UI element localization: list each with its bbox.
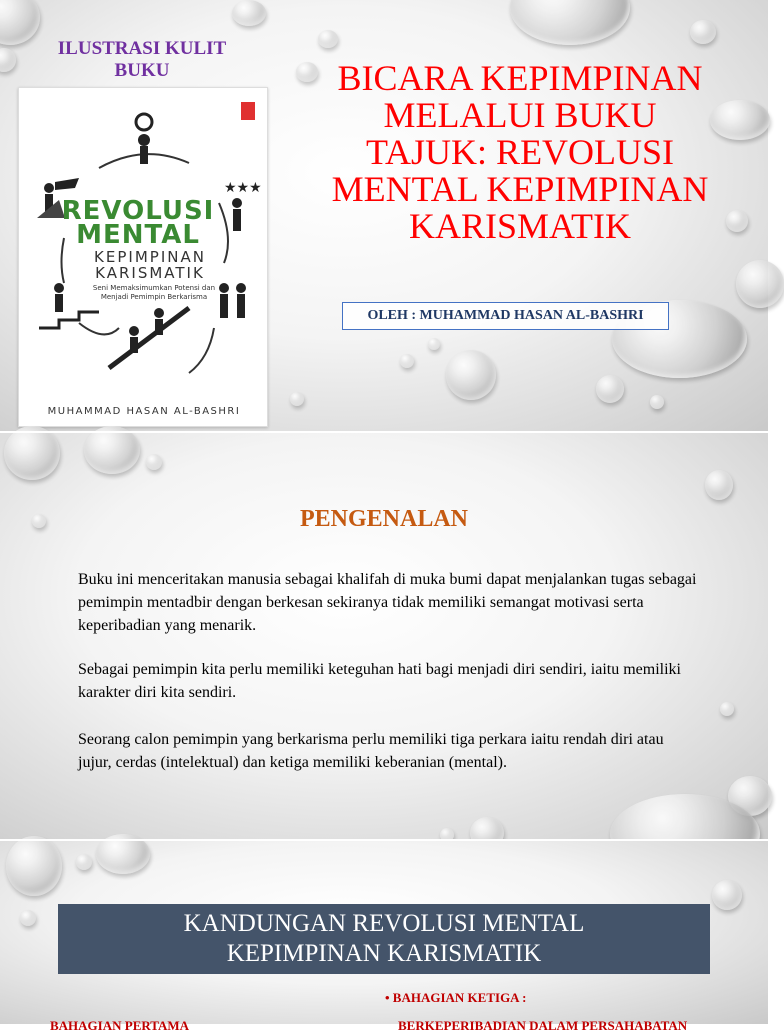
section-item: BERKEPERIBADIAN DALAM PERSAHABATAN [398,1018,688,1033]
water-drop [146,454,162,470]
section-item: • BAHAGIAN KETIGA : [385,990,527,1005]
cover-label-line: ILUSTRASI KULIT [57,38,227,59]
water-drop [400,354,414,368]
figure-head-icon [154,308,164,318]
water-drop [510,0,630,45]
water-drop [232,0,266,26]
paragraph: Seorang calon pemimpin yang berkarisma perlu memiliki tiga perkara iaitu rendah diri atau jujur, cerdas (intelektual) dan ketiga memiliki keberanian (mental). [78,731,664,771]
water-drop [20,910,36,926]
figure-body-icon [155,319,163,335]
figure-head-icon [129,326,139,336]
author-box: OLEH : MUHAMMAD HASAN AL-BASHRI [342,302,669,330]
water-drop [290,392,304,406]
water-drop [736,260,784,308]
water-drop [712,880,742,910]
figure-head-icon [236,283,246,293]
figure-body-icon [55,294,63,312]
book-tagline-line: Seni Memaksimumkan Potensi dan [92,284,216,292]
cover-illustration-label [22,38,262,82]
water-drop [428,338,440,350]
book-tagline-line: Menjadi Pemimpin Berkarisma [100,293,208,301]
flag-icon [55,178,79,190]
title-line: TAJUK: REVOLUSI [365,132,675,172]
figure-body-icon [237,294,245,318]
book-title-line: MENTAL [76,220,200,250]
stairs-icon [39,312,99,328]
section-item: BAHAGIAN PERTAMA [50,1018,190,1033]
water-drop [720,702,734,716]
arc-arrow-icon [79,323,119,334]
slide-divider [0,431,768,433]
slide-title [300,60,740,245]
figure-head-icon [44,183,54,193]
book-subtitle-line: KEPIMPINAN [94,248,206,266]
slope-icon [109,308,189,368]
water-drop [705,470,733,500]
slide-contents [0,840,768,1033]
water-drop [650,395,664,409]
publisher-logo-icon [241,102,255,120]
arc-arrow-icon [189,328,214,373]
water-drop [446,350,496,400]
paragraph: Sebagai pemimpin kita perlu memiliki keteguhan hati bagi menjadi diri sendiri, iaitu memiliki karakter diri kita sendiri. [78,661,681,701]
slide-divider [0,839,768,841]
book-cover-image [18,87,268,427]
title-line: BICARA KEPIMPINAN [337,58,703,98]
book-title-line: REVOLUSI [61,196,215,226]
banner-line: KEPIMPINAN KARISMATIK [226,940,542,967]
stars-icon: ★★★ [224,181,262,196]
section-heading: PENGENALAN [299,506,468,532]
water-drop [0,48,16,72]
water-drop [4,426,60,480]
banner-line: KANDUNGAN REVOLUSI MENTAL [183,910,585,937]
figure-body-icon [130,337,138,353]
gear-icon [136,114,152,130]
slide-introduction [0,432,768,840]
title-line: MELALUI BUKU [383,95,657,135]
water-drop [76,854,92,870]
book-subtitle-line: KARISMATIK [95,264,205,282]
water-drop [6,836,62,896]
cover-label-line: BUKU [114,60,170,81]
slide-cover [0,0,768,432]
water-drop [596,375,624,403]
contents-banner [58,904,710,974]
title-line: MENTAL KEPIMPINAN [331,169,709,209]
book-author: MUHAMMAD HASAN AL-BASHRI [47,406,241,417]
water-drop [84,426,140,474]
paragraph: Buku ini menceritakan manusia sebagai khalifah di muka bumi dapat menjalankan tugas sebagai pemimpin mentadbir dengan berkesan sekiranya tidak memiliki semangat motivasi serta keperibadian yang menarik. [78,571,697,634]
figure-head-icon [138,134,150,146]
figure-head-icon [54,283,64,293]
water-drop [318,30,338,48]
water-drop [690,20,716,44]
figure-body-icon [140,146,148,164]
title-line: KARISMATIK [408,206,631,246]
